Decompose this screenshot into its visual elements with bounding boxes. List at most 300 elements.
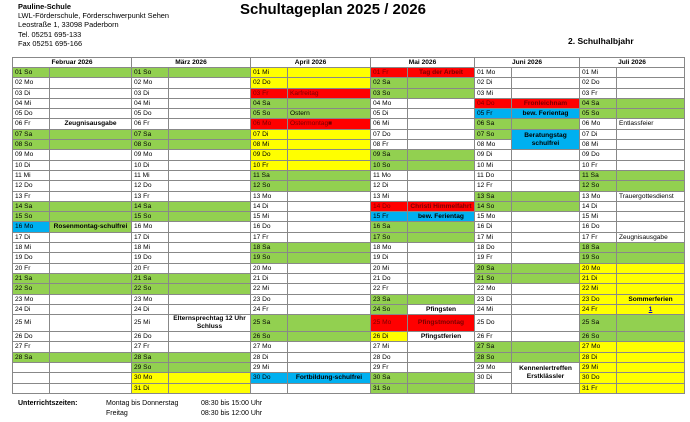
event-cell-empty [169,140,251,150]
day-cell: 11 Mi [13,170,50,180]
day-cell: 10 So [371,160,408,170]
calendar-row [13,212,685,222]
calendar-row [13,352,685,362]
event-cell-empty [512,284,580,294]
event-cell-empty [288,68,371,78]
event-cell-empty [288,294,371,304]
day-cell [251,383,288,393]
day-cell: 16 Sa [371,222,408,232]
event-cell-empty [617,68,685,78]
event-cell-empty [617,284,685,294]
day-cell: 25 Mi [13,315,50,332]
event-cell-empty [169,68,251,78]
month-header: März 2026 [132,58,251,68]
school-phone: Tel. 05251 695-133 [18,29,82,39]
event-cell-empty [617,263,685,273]
day-cell: 18 Sa [580,243,617,253]
day-cell: 25 Mi [132,315,169,332]
calendar-row [13,263,685,273]
calendar-row [13,109,685,119]
school-address: Leostraße 1, 33098 Paderborn [18,20,119,30]
day-cell [475,383,512,393]
event-cell-empty [288,243,371,253]
event-cell-empty [408,263,475,273]
event-cell-empty [617,150,685,160]
day-cell: 16 Di [475,222,512,232]
event-cell-empty [50,232,132,242]
day-cell: 21 Sa [13,273,50,283]
event-cell-empty [169,243,251,253]
day-cell: 09 Do [580,150,617,160]
event-cell: Trauergottesdienst [617,191,685,201]
day-cell: 28 Di [251,352,288,362]
day-cell: 03 Fr [580,88,617,98]
day-cell: 07 Di [580,129,617,139]
event-cell-empty [288,332,371,342]
event-cell-empty [512,119,580,129]
day-cell: 26 Fr [475,332,512,342]
day-cell: 28 So [475,352,512,362]
event-cell-empty [512,383,580,393]
event-cell: 1 [617,304,685,314]
day-cell: 15 Mi [251,212,288,222]
event-cell-empty [617,315,685,332]
day-cell: 18 Do [475,243,512,253]
event-cell-empty [512,273,580,283]
day-cell: 02 Do [580,78,617,88]
day-cell: 14 Sa [13,201,50,211]
day-cell: 15 Fr [371,212,408,222]
day-cell: 05 Di [371,109,408,119]
event-cell-empty [408,88,475,98]
day-cell: 16 Mo [132,222,169,232]
day-cell: 09 Di [475,150,512,160]
event-cell-empty [288,160,371,170]
event-cell-empty [512,150,580,160]
day-cell: 01 So [13,68,50,78]
day-cell: 16 Do [580,222,617,232]
school-hours-days-2: Freitag [106,410,128,417]
day-cell: 24 Di [13,304,50,314]
event-cell-empty [50,78,132,88]
day-cell: 09 Do [251,150,288,160]
school-header [18,2,169,48]
month-header: Juni 2026 [475,58,580,68]
event-cell-empty [288,170,371,180]
day-cell: 13 Sa [475,191,512,201]
event-cell-empty [50,160,132,170]
event-cell-empty [512,222,580,232]
calendar-row [13,243,685,253]
event-cell-empty [169,129,251,139]
calendar-row [13,222,685,232]
day-cell: 17 Mi [475,232,512,242]
day-cell: 07 Di [251,129,288,139]
event-cell-empty [169,212,251,222]
event-cell-empty [408,273,475,283]
calendar-row [13,273,685,283]
day-cell: 23 Mo [132,294,169,304]
event-cell: Karfreitag [288,88,371,98]
day-cell: 05 So [580,109,617,119]
day-cell: 07 Sa [13,129,50,139]
event-cell-empty [50,273,132,283]
calendar-row [13,284,685,294]
day-cell: 11 Mo [371,170,408,180]
day-cell: 08 Fr [371,140,408,150]
event-cell: Beratungstag schulfrei [512,129,580,150]
month-header: April 2026 [251,58,371,68]
day-cell: 28 Sa [132,352,169,362]
event-cell-empty [169,342,251,352]
day-cell: 22 So [132,284,169,294]
day-cell: 02 Sa [371,78,408,88]
event-cell-empty [288,304,371,314]
day-cell: 18 Mi [13,243,50,253]
event-cell-empty [408,373,475,383]
day-cell: 25 Mo [371,315,408,332]
event-cell-empty [169,88,251,98]
event-cell-empty [512,232,580,242]
event-cell-empty [169,191,251,201]
day-cell: 14 Do [371,201,408,211]
event-cell-empty [50,109,132,119]
day-cell: 20 Mo [580,263,617,273]
day-cell: 11 Do [475,170,512,180]
event-cell: Pfingstferien [408,332,475,342]
halfyear-label: 2. Schulhalbjahr [568,36,634,46]
calendar-row [13,304,685,314]
day-cell: 06 Mo [251,119,288,129]
event-cell-empty [169,109,251,119]
day-cell: 03 Fr [251,88,288,98]
day-cell: 04 Mi [13,98,50,108]
day-cell: 02 Mo [132,78,169,88]
day-cell: 19 So [251,253,288,263]
day-cell: 04 Mi [132,98,169,108]
calendar-row [13,383,685,393]
day-cell: 09 Sa [371,150,408,160]
day-cell: 23 Mo [13,294,50,304]
event-cell-empty [169,119,251,129]
day-cell: 19 Di [371,253,408,263]
calendar-row [13,232,685,242]
event-cell: Fronleichnam [512,98,580,108]
event-cell-empty [288,284,371,294]
event-cell-empty [617,181,685,191]
event-cell-empty [408,222,475,232]
day-cell: 17 Di [132,232,169,242]
event-cell-empty [512,191,580,201]
day-cell: 25 Sa [580,315,617,332]
day-cell: 15 So [13,212,50,222]
day-cell: 29 Mi [251,363,288,373]
day-cell: 30 Do [251,373,288,383]
event-cell-empty [617,98,685,108]
day-cell: 29 So [132,363,169,373]
day-cell: 03 So [371,88,408,98]
day-cell: 23 Sa [371,294,408,304]
event-cell-empty [512,253,580,263]
day-cell: 02 Do [251,78,288,88]
day-cell: 17 So [371,232,408,242]
event-cell-empty [50,68,132,78]
day-cell: 26 Do [13,332,50,342]
event-cell-empty [50,253,132,263]
event-cell-empty [169,160,251,170]
day-cell: 21 Do [371,273,408,283]
day-cell: 01 So [132,68,169,78]
event-cell-empty [169,294,251,304]
calendar-row [13,170,685,180]
day-cell: 20 Mi [371,263,408,273]
day-cell: 13 Mi [371,191,408,201]
calendar-row [13,181,685,191]
day-cell: 17 Fr [580,232,617,242]
day-cell: 31 Di [132,383,169,393]
day-cell: 07 Sa [132,129,169,139]
event-cell-empty [50,342,132,352]
event-cell-empty [408,109,475,119]
day-cell: 24 Mi [475,304,512,314]
event-cell: bew. Ferientag [512,109,580,119]
day-cell: 18 Sa [251,243,288,253]
school-name: Pauline-Schule [18,2,71,11]
day-cell: 30 Do [580,373,617,383]
calendar-table [12,57,685,394]
event-cell-empty [50,304,132,314]
day-cell: 22 So [13,284,50,294]
day-cell: 27 Fr [132,342,169,352]
day-cell: 04 Sa [251,98,288,108]
event-cell-empty [50,284,132,294]
calendar-row [13,253,685,263]
event-cell-empty [408,352,475,362]
event-cell-empty [288,129,371,139]
day-cell: 02 Di [475,78,512,88]
month-header: Februar 2026 [13,58,132,68]
event-cell-empty [50,373,132,383]
event-cell-empty [169,273,251,283]
day-cell: 20 Fr [13,263,50,273]
event-cell-empty [408,253,475,263]
day-cell: 29 Mo [475,363,512,373]
day-cell: 13 Fr [132,191,169,201]
day-cell: 10 Di [13,160,50,170]
event-cell-empty [512,212,580,222]
event-cell-empty [512,304,580,314]
calendar-row [13,78,685,88]
event-cell: Zeugnisausgabe [50,119,132,129]
event-cell-empty [288,232,371,242]
day-cell: 20 Sa [475,263,512,273]
day-cell: 01 Mo [475,68,512,78]
event-cell-empty [617,170,685,180]
school-type: LWL-Förderschule, Förderschwerpunkt Sehen [18,11,170,21]
event-cell-empty [50,88,132,98]
day-cell: 14 Di [251,201,288,211]
day-cell: 19 Do [13,253,50,263]
day-cell: 06 Fr [13,119,50,129]
day-cell: 15 Mo [475,212,512,222]
page-title: Schultageplan 2025 / 2026 [240,1,426,18]
event-cell-empty [288,212,371,222]
day-cell: 10 Fr [251,160,288,170]
month-header: Mai 2026 [371,58,475,68]
day-cell [13,363,50,373]
event-cell-empty [288,140,371,150]
day-cell: 18 Mi [132,243,169,253]
day-cell: 12 Fr [475,181,512,191]
day-cell: 30 Sa [371,373,408,383]
day-cell: 12 So [580,181,617,191]
event-cell-empty [169,373,251,383]
day-cell: 28 Sa [13,352,50,362]
day-cell: 26 So [251,332,288,342]
day-cell: 24 Di [132,304,169,314]
day-cell: 26 So [580,332,617,342]
event-cell-empty [288,273,371,283]
event-cell-empty [288,98,371,108]
event-cell-empty [288,191,371,201]
event-cell-empty [169,304,251,314]
event-cell-empty [617,332,685,342]
event-cell-empty [50,98,132,108]
event-cell-empty [288,315,371,332]
event-cell-empty [50,294,132,304]
event-cell-empty [50,201,132,211]
day-cell: 17 Fr [251,232,288,242]
event-cell-empty [288,78,371,88]
day-cell: 16 Mo [13,222,50,232]
event-cell-empty [169,181,251,191]
event-cell: Ostern [288,109,371,119]
event-cell-empty [169,363,251,373]
day-cell: 14 So [475,201,512,211]
event-cell-empty [512,243,580,253]
event-cell: Tag der Arbeit [408,68,475,78]
day-cell [13,383,50,393]
day-cell: 31 So [371,383,408,393]
event-cell-empty [512,352,580,362]
event-cell: Christi Himmelfahrt [408,201,475,211]
event-cell-empty [50,191,132,201]
calendar-row [13,315,685,332]
day-cell: 28 Do [371,352,408,362]
event-cell: Rosenmontag-schulfrei [50,222,132,232]
month-header: Juli 2026 [580,58,685,68]
day-cell: 27 Sa [475,342,512,352]
event-cell: Zeugnisausgabe [617,232,685,242]
event-cell-empty [288,222,371,232]
event-cell: Fortbildung-schulfrei [288,373,371,383]
event-cell-empty [408,140,475,150]
day-cell: 11 Sa [580,170,617,180]
event-cell-empty [50,140,132,150]
event-cell-empty [617,222,685,232]
event-cell: Pfingsten [408,304,475,314]
day-cell: 27 Fr [13,342,50,352]
day-cell: 02 Mo [13,78,50,88]
day-cell: 06 Mo [580,119,617,129]
event-cell-empty [617,363,685,373]
day-cell: 09 Mo [132,150,169,160]
event-cell-empty [50,363,132,373]
event-cell-empty [50,212,132,222]
day-cell: 29 Fr [371,363,408,373]
event-cell-empty [408,129,475,139]
day-cell: 08 So [132,140,169,150]
event-cell-empty [617,78,685,88]
day-cell: 07 So [475,129,512,139]
event-cell-empty [617,352,685,362]
day-cell: 23 Do [251,294,288,304]
event-cell-empty [288,181,371,191]
calendar-row [13,119,685,129]
day-cell: 12 Do [132,181,169,191]
day-cell: 01 Mi [580,68,617,78]
day-cell: 27 Mo [580,342,617,352]
event-cell-empty [288,263,371,273]
day-cell: 20 Mo [251,263,288,273]
day-cell: 30 Di [475,373,512,383]
day-cell: 25 Do [475,315,512,332]
event-cell-empty [408,181,475,191]
day-cell: 21 So [475,273,512,283]
day-cell: 30 Mo [132,373,169,383]
event-cell-empty [169,332,251,342]
day-cell: 16 Do [251,222,288,232]
school-hours-time-1: 08:30 bis 15:00 Uhr [201,400,263,407]
event-cell-empty [408,363,475,373]
school-hours-label: Unterrichtszeiten: [18,400,78,407]
day-cell: 22 Fr [371,284,408,294]
event-cell-empty [512,332,580,342]
event-cell: Kennenlertreffen Erstklässler [512,363,580,384]
day-cell: 03 Di [13,88,50,98]
day-cell: 08 Mi [580,140,617,150]
event-cell-empty [617,160,685,170]
event-cell-empty [617,273,685,283]
day-cell: 23 Do [580,294,617,304]
day-cell: 13 Mo [580,191,617,201]
day-cell: 06 Sa [475,119,512,129]
event-cell-empty [512,294,580,304]
day-cell: 24 Fr [251,304,288,314]
event-cell-empty [512,170,580,180]
event-cell-empty [617,212,685,222]
event-cell-empty [50,383,132,393]
event-cell-empty [169,170,251,180]
day-cell: 24 So [371,304,408,314]
day-cell: 14 Sa [132,201,169,211]
event-cell-empty [408,191,475,201]
day-cell: 12 Do [13,181,50,191]
calendar-row [13,342,685,352]
event-cell-empty [512,315,580,332]
event-cell-empty [617,373,685,383]
calendar-row [13,150,685,160]
day-cell: 23 Di [475,294,512,304]
event-cell-empty [288,363,371,373]
event-cell: bew. Ferientag [408,212,475,222]
event-cell-empty [617,243,685,253]
event-cell-empty [408,294,475,304]
event-cell-empty [512,68,580,78]
event-cell-empty [408,232,475,242]
event-cell-empty [288,342,371,352]
event-cell-empty [617,88,685,98]
